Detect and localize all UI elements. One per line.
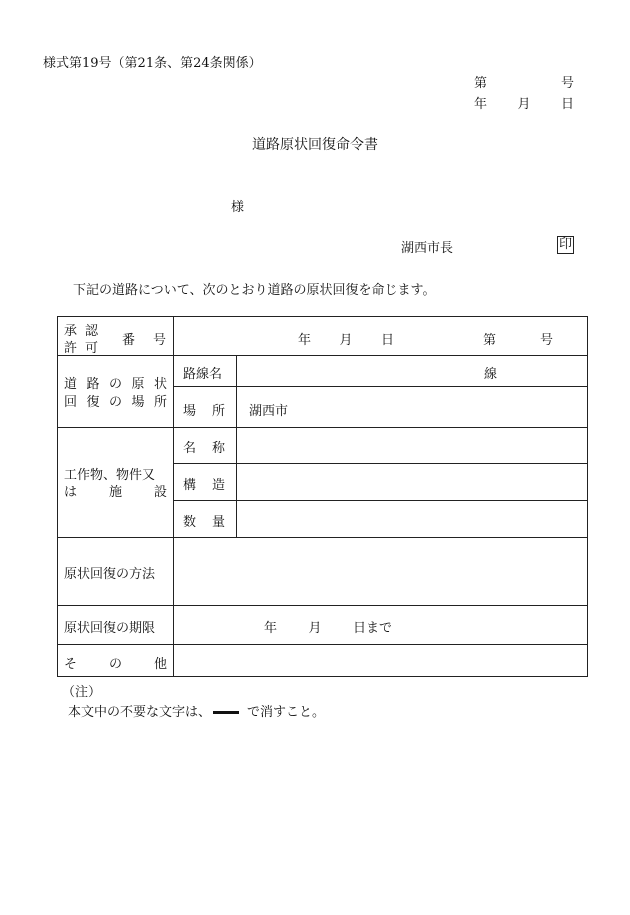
- label-char: 路: [86, 377, 100, 392]
- seal-mark: [557, 236, 574, 254]
- label-char: 復: [86, 395, 100, 410]
- label-char: 場: [131, 395, 145, 410]
- form-table: [57, 316, 588, 677]
- strike-line-sample: [213, 711, 239, 714]
- label-char: 所: [211, 404, 225, 419]
- hline: [58, 355, 587, 356]
- label-char: そ: [64, 657, 78, 672]
- label-char: 回: [64, 395, 78, 410]
- label-char: の: [108, 395, 122, 410]
- label-char: 可: [84, 341, 98, 356]
- note-text-before: 本文中の不要な文字は、: [68, 705, 212, 720]
- document-number: [474, 72, 574, 91]
- other-label: [64, 653, 167, 672]
- label-char: 認: [84, 324, 98, 339]
- form-number: 様式第19号（第21条、第24条関係）: [43, 56, 262, 71]
- vline: [236, 427, 237, 537]
- label-char: 状: [153, 377, 167, 392]
- vline: [236, 355, 237, 427]
- label-char: 番: [122, 333, 136, 348]
- date-month: 月: [517, 97, 531, 112]
- note-text: [68, 701, 325, 720]
- hline: [58, 605, 587, 606]
- place-label: [183, 400, 225, 419]
- label-char: 許: [64, 341, 78, 356]
- intro-text: 下記の道路について、次のとおり道路の原状回復を命じます。: [73, 283, 436, 298]
- document-title: 道路原状回復命令書: [252, 137, 378, 153]
- hline: [58, 427, 587, 428]
- permit-number: [483, 329, 553, 348]
- label-char: 承: [64, 324, 78, 339]
- label-char: 他: [153, 657, 167, 672]
- seal-text: 印: [559, 237, 573, 252]
- hline: [58, 644, 587, 645]
- structure-label-line1: 工作物、物件又: [64, 468, 156, 483]
- structure-label-line2: [64, 481, 167, 500]
- deadline-label: 原状回復の期限: [64, 621, 156, 636]
- quantity-label: [183, 511, 225, 530]
- label-char: 号: [152, 333, 166, 348]
- construction-label: [183, 474, 225, 493]
- permit-month: 月: [339, 333, 353, 348]
- name-label: [183, 437, 225, 456]
- issuer-name: 湖西市長: [401, 241, 454, 256]
- label-char: 数: [183, 515, 197, 530]
- note-text-after: で消すこと。: [247, 705, 326, 720]
- label-char: 施: [108, 485, 122, 500]
- permit-go: 号: [539, 333, 553, 348]
- permit-date: [298, 329, 394, 348]
- issue-date: [474, 93, 574, 112]
- permit-year: 年: [298, 333, 312, 348]
- vline: [173, 317, 174, 676]
- deadline-year: 年: [264, 621, 278, 636]
- permit-dai: 第: [483, 333, 497, 348]
- label-char: 原: [131, 377, 145, 392]
- location-label-line2: [64, 391, 167, 410]
- label-char: 設: [153, 485, 167, 500]
- note-heading: （注）: [62, 685, 102, 700]
- label-char: 量: [211, 515, 225, 530]
- place-value: 湖西市: [249, 404, 289, 419]
- doc-number-go: 号: [560, 76, 574, 91]
- route-name-label: 路線名: [183, 367, 223, 382]
- route-suffix: 線: [484, 367, 498, 382]
- doc-number-dai: 第: [474, 76, 488, 91]
- deadline-date: [264, 617, 392, 636]
- deadline-until: 日まで: [352, 621, 392, 636]
- addressee-suffix: 様: [231, 200, 245, 215]
- label-char: 名: [183, 441, 197, 456]
- label-char: 造: [211, 478, 225, 493]
- label-char: の: [108, 657, 122, 672]
- permit-day: 日: [380, 333, 394, 348]
- method-label: 原状回復の方法: [64, 567, 156, 582]
- label-char: 構: [183, 478, 197, 493]
- permit-label-bottom: [64, 337, 98, 356]
- hline: [58, 537, 587, 538]
- deadline-month: 月: [308, 621, 322, 636]
- date-year: 年: [474, 97, 488, 112]
- label-char: 所: [153, 395, 167, 410]
- label-char: 道: [64, 377, 78, 392]
- permit-label-right: [122, 329, 166, 348]
- label-char: 称: [211, 441, 225, 456]
- label-char: は: [64, 485, 78, 500]
- date-day: 日: [560, 97, 574, 112]
- label-char: 場: [183, 404, 197, 419]
- label-char: の: [108, 377, 122, 392]
- location-label-line1: [64, 373, 167, 392]
